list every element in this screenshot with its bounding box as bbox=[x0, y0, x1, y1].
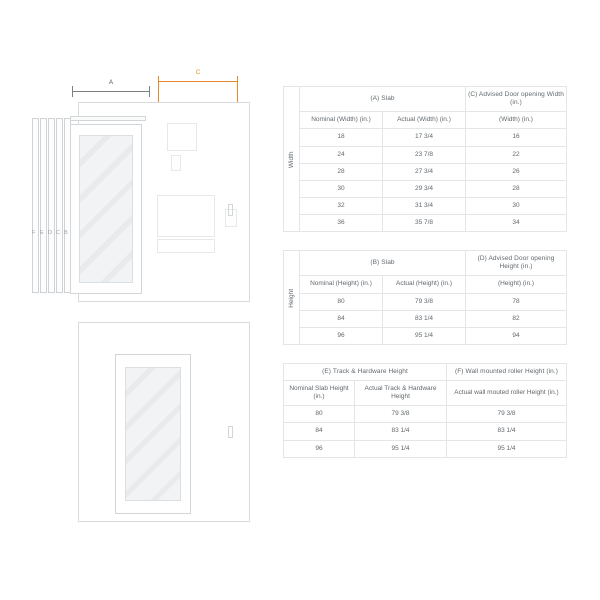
panel-label-c: C bbox=[56, 230, 61, 236]
group-title-a: (A) Slab bbox=[300, 87, 466, 112]
group-title-c: (C) Advised Door opening Width (in.) bbox=[466, 87, 567, 112]
panel-c bbox=[56, 118, 63, 293]
cell: 78 bbox=[466, 293, 567, 310]
col-advised-width: (Width) (in.) bbox=[466, 112, 567, 129]
dimension-a-bar bbox=[72, 91, 150, 92]
table-row bbox=[284, 293, 567, 310]
table-row bbox=[284, 440, 567, 457]
height-row-label: Height bbox=[284, 251, 300, 345]
table-subheader-row bbox=[284, 381, 567, 406]
door-slab-top-view bbox=[70, 124, 142, 294]
cell: 31 3/4 bbox=[383, 197, 466, 214]
dimension-c bbox=[158, 70, 238, 86]
cell: 83 1/4 bbox=[447, 423, 567, 440]
cell: 28 bbox=[300, 163, 383, 180]
cell: 83 1/4 bbox=[355, 423, 447, 440]
cell: 79 3/8 bbox=[447, 406, 567, 423]
panel-d bbox=[48, 118, 55, 293]
cell: 82 bbox=[466, 310, 567, 327]
table-row bbox=[284, 197, 567, 214]
table-row bbox=[284, 129, 567, 146]
cell: 18 bbox=[300, 129, 383, 146]
col-actual-roller-height: Actual wall mouted roller Height (in.) bbox=[447, 381, 567, 406]
panel-label-d: D bbox=[48, 230, 53, 236]
table-row bbox=[284, 310, 567, 327]
door-handle-top-view bbox=[228, 204, 233, 216]
cell: 32 bbox=[300, 197, 383, 214]
cell: 28 bbox=[466, 180, 567, 197]
cell: 96 bbox=[300, 327, 383, 344]
cell: 84 bbox=[300, 310, 383, 327]
dimension-a-label: A bbox=[108, 80, 114, 86]
cell: 84 bbox=[284, 423, 355, 440]
table-row bbox=[284, 215, 567, 232]
door-handle-front-view bbox=[228, 426, 233, 438]
col-actual-height: Actual (Height) (in.) bbox=[383, 276, 466, 293]
cell: 35 7/8 bbox=[383, 215, 466, 232]
furniture-shelf bbox=[167, 123, 197, 151]
table-gap bbox=[283, 345, 566, 363]
cell: 24 bbox=[300, 146, 383, 163]
dimension-c-label: C bbox=[195, 70, 201, 76]
cell: 26 bbox=[466, 163, 567, 180]
cell: 80 bbox=[284, 406, 355, 423]
table-subheader-row bbox=[284, 112, 567, 129]
col-advised-height: (Height) (in.) bbox=[466, 276, 567, 293]
cell: 79 3/8 bbox=[383, 293, 466, 310]
cell: 95 1/4 bbox=[383, 327, 466, 344]
col-actual-track-height: Actual Track & Hardware Height bbox=[355, 381, 447, 406]
dimension-a-tick-right bbox=[149, 86, 150, 97]
width-table bbox=[283, 86, 567, 232]
panel-e bbox=[40, 118, 47, 293]
furniture-bench bbox=[157, 239, 215, 253]
table-row bbox=[284, 146, 567, 163]
table-gap bbox=[283, 232, 566, 250]
cell: 94 bbox=[466, 327, 567, 344]
cell: 83 1/4 bbox=[383, 310, 466, 327]
col-nominal-height: Nominal (Height) (in.) bbox=[300, 276, 383, 293]
panel-f bbox=[32, 118, 39, 293]
cell: 30 bbox=[466, 197, 567, 214]
col-nominal-width: Nominal (Width) (in.) bbox=[300, 112, 383, 129]
dimension-c-leader-right bbox=[237, 86, 238, 102]
cell: 34 bbox=[466, 215, 567, 232]
cell: 17 3/4 bbox=[383, 129, 466, 146]
dimension-a bbox=[72, 80, 150, 96]
table-row bbox=[284, 180, 567, 197]
table-header-row bbox=[284, 251, 567, 276]
cell: 22 bbox=[466, 146, 567, 163]
group-title-e: (E) Track & Hardware Height bbox=[284, 363, 447, 380]
cell: 79 3/8 bbox=[355, 406, 447, 423]
table-header-row bbox=[284, 363, 567, 380]
table-row bbox=[284, 406, 567, 423]
panel-label-e: E bbox=[40, 230, 44, 236]
cell: 27 3/4 bbox=[383, 163, 466, 180]
col-actual-width: Actual (Width) (in.) bbox=[383, 112, 466, 129]
group-title-d: (D) Advised Door opening Height (in.) bbox=[466, 251, 567, 276]
cell: 96 bbox=[284, 440, 355, 457]
table-subheader-row bbox=[284, 276, 567, 293]
door-slab-front-view bbox=[115, 354, 191, 514]
panel-label-f: F bbox=[32, 230, 36, 236]
panel-label-b: B bbox=[64, 230, 68, 236]
furniture-lamp bbox=[171, 155, 181, 171]
glass-panel-top-view bbox=[79, 135, 133, 283]
dimension-c-leader-left bbox=[158, 86, 159, 102]
width-row-label: Width bbox=[284, 87, 300, 232]
cell: 95 1/4 bbox=[355, 440, 447, 457]
door-diagram bbox=[30, 70, 265, 548]
glass-panel-front-view bbox=[125, 367, 181, 501]
col-nominal-slab-height: Nominal Slab Height (in.) bbox=[284, 381, 355, 406]
cell: 16 bbox=[466, 129, 567, 146]
table-header-row bbox=[284, 87, 567, 112]
table-row bbox=[284, 163, 567, 180]
cell: 95 1/4 bbox=[447, 440, 567, 457]
group-title-b: (B) Slab bbox=[300, 251, 466, 276]
cell: 23 7/8 bbox=[383, 146, 466, 163]
cell: 36 bbox=[300, 215, 383, 232]
cell: 80 bbox=[300, 293, 383, 310]
group-title-f: (F) Wall mounted roller Height (in.) bbox=[447, 363, 567, 380]
dimension-c-bar bbox=[158, 81, 238, 82]
specification-tables bbox=[283, 86, 566, 458]
table-row bbox=[284, 327, 567, 344]
track-hardware-table bbox=[283, 363, 567, 458]
cell: 30 bbox=[300, 180, 383, 197]
furniture-bed bbox=[157, 195, 215, 237]
cell: 29 3/4 bbox=[383, 180, 466, 197]
table-row bbox=[284, 423, 567, 440]
track-rail-top bbox=[70, 116, 146, 121]
height-table bbox=[283, 250, 567, 345]
